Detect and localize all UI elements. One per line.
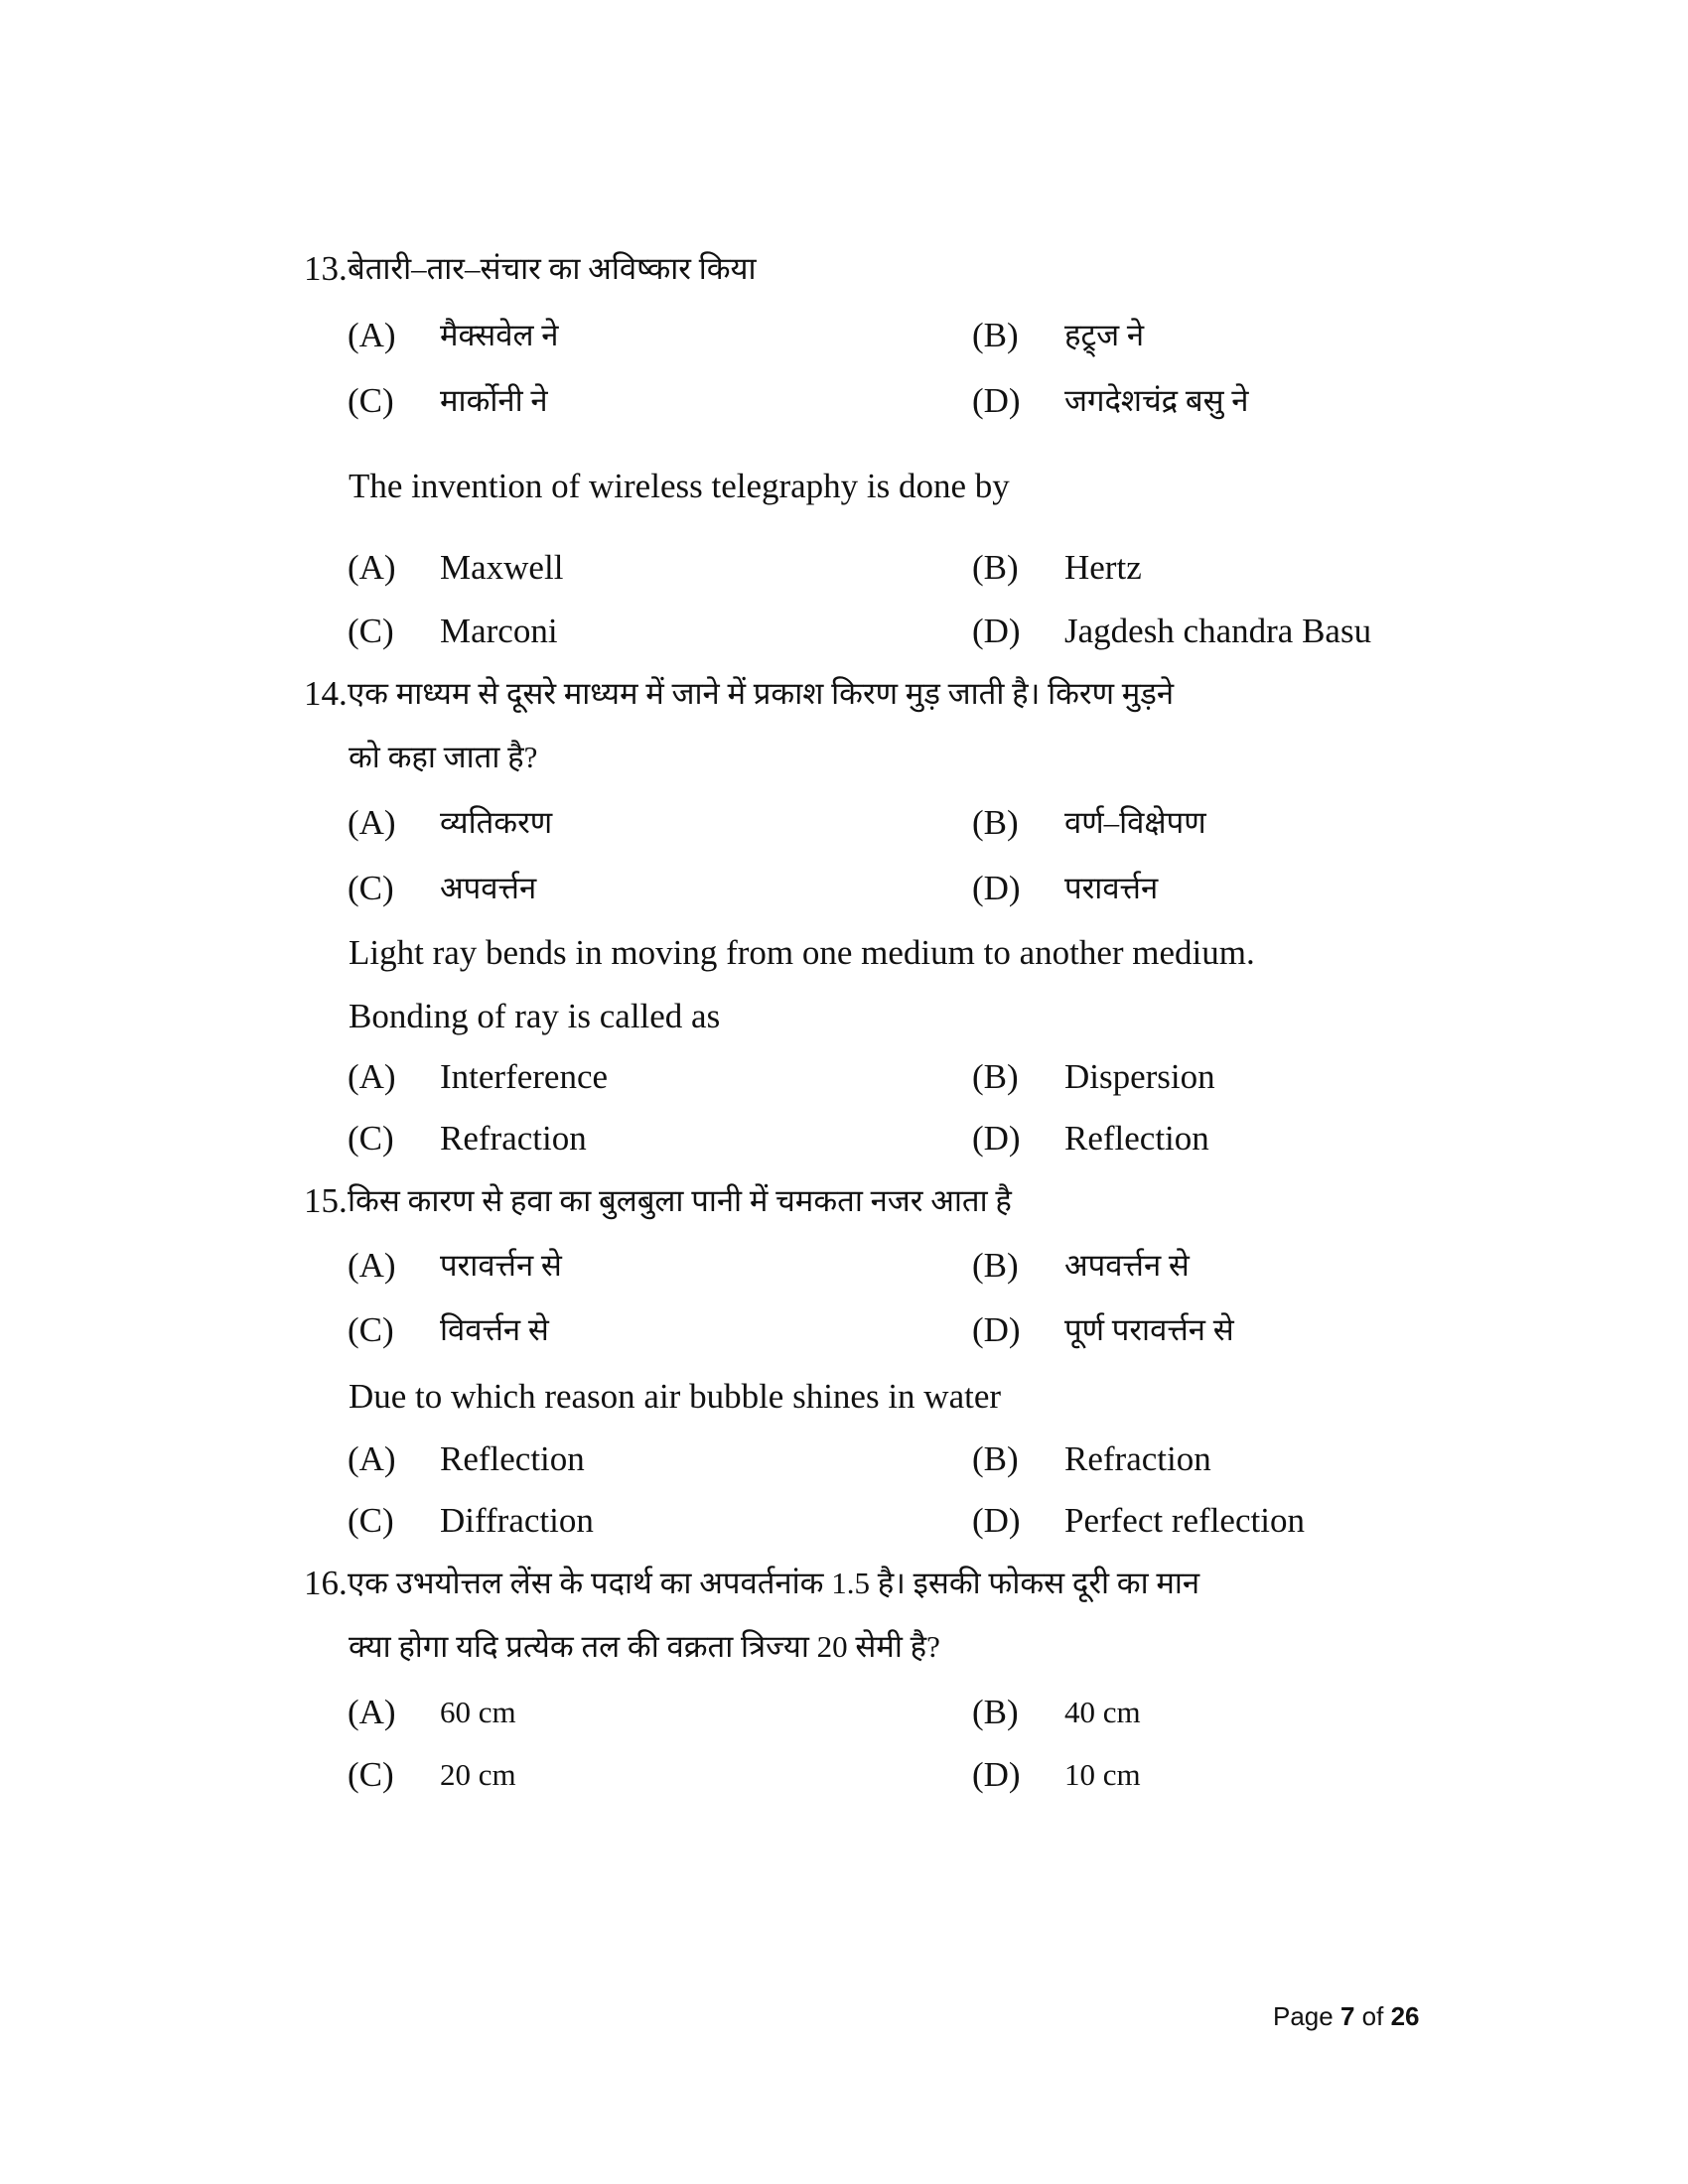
option-text-hindi: 10 cm (1064, 1757, 1141, 1792)
option-text-hindi: विवर्त्तन से (440, 1312, 549, 1347)
question-text-hindi: को कहा जाता है? (349, 740, 538, 774)
option-label: (D) (972, 869, 1021, 907)
question-text-hindi: क्या होगा यदि प्रत्येक तल की वक्रता त्रिज्या 20 सेमी है? (349, 1629, 940, 1664)
option-text-hindi: मार्कोनी ने (440, 383, 548, 418)
option-label: (D) (972, 381, 1021, 420)
option-text-hindi: 60 cm (440, 1695, 516, 1729)
option-text-english: Diffraction (440, 1501, 594, 1540)
option-text-hindi: हट्र्ज ने (1064, 318, 1145, 352)
page-footer (1273, 2001, 1420, 2032)
option-label: (A) (348, 1057, 396, 1096)
option-label: (B) (972, 803, 1019, 842)
option-text-english: Reflection (440, 1439, 585, 1478)
option-label: (A) (348, 1693, 396, 1731)
option-label: (C) (348, 1501, 394, 1540)
question-text-english: Due to which reason air bubble shines in water (349, 1377, 1002, 1416)
question-number: 15. (304, 1181, 348, 1220)
option-text-english: Reflection (1064, 1119, 1209, 1158)
option-label: (D) (972, 612, 1021, 650)
option-text-english: Marconi (440, 612, 558, 650)
option-label: (D) (972, 1755, 1021, 1794)
option-label: (B) (972, 1693, 1019, 1731)
option-text-hindi: जगदेशचंद्र बसु ने (1064, 383, 1249, 418)
option-text-hindi: पूर्ण परावर्त्तन से (1064, 1312, 1234, 1347)
question-text-hindi: किस कारण से हवा का बुलबुला पानी में चमकता नजर आता है (348, 1183, 1012, 1218)
option-label: (B) (972, 1057, 1019, 1096)
option-label: (B) (972, 1246, 1019, 1285)
option-text-hindi: अपवर्त्तन (440, 871, 537, 905)
question-text-hindi: एक माध्यम से दूसरे माध्यम में जाने में प्रकाश किरण मुड़ जाती है। किरण मुड़ने (348, 676, 1175, 711)
question-text-english: Light ray bends in moving from one medium to another medium. (349, 933, 1255, 972)
option-text-hindi: परावर्त्तन से (440, 1248, 562, 1283)
option-text-english: Hertz (1064, 548, 1142, 587)
option-text-english: Maxwell (440, 548, 564, 587)
option-label: (B) (972, 1439, 1019, 1478)
question-number: 13. (304, 249, 348, 288)
page-current: 7 (1339, 2001, 1355, 2031)
option-text-english: Interference (440, 1057, 609, 1096)
option-text-english: Perfect reflection (1064, 1501, 1305, 1540)
option-label: (D) (972, 1310, 1021, 1349)
option-text-hindi: मैक्सवेल ने (440, 318, 559, 352)
question-text-english: Bonding of ray is called as (349, 997, 721, 1035)
option-label: (B) (972, 316, 1019, 354)
question-number: 16. (304, 1564, 348, 1602)
option-label: (A) (348, 1439, 396, 1478)
option-label: (B) (972, 548, 1019, 587)
option-text-hindi: 40 cm (1064, 1695, 1141, 1729)
question-number: 14. (304, 674, 348, 713)
option-text-hindi: वर्ण–विक्षेपण (1064, 805, 1206, 840)
option-label: (C) (348, 612, 394, 650)
page-prefix: Page (1273, 2001, 1334, 2031)
option-text-hindi: परावर्त्तन (1064, 871, 1159, 905)
option-label: (C) (348, 381, 394, 420)
option-text-hindi: अपवर्त्तन से (1064, 1248, 1190, 1283)
option-label: (A) (348, 316, 396, 354)
page-of: of (1361, 2001, 1384, 2031)
option-label: (C) (348, 869, 394, 907)
option-text-english: Dispersion (1064, 1057, 1215, 1096)
option-text-english: Refraction (1064, 1439, 1211, 1478)
option-label: (A) (348, 803, 396, 842)
option-label: (C) (348, 1755, 394, 1794)
question-text-english: The invention of wireless telegraphy is done by (349, 467, 1010, 505)
page-total: 26 (1390, 2001, 1420, 2031)
option-text-hindi: व्यतिकरण (440, 805, 553, 840)
question-text-hindi: बेतारी–तार–संचार का अविष्कार किया (348, 251, 757, 286)
option-label: (D) (972, 1501, 1021, 1540)
option-text-english: Jagdesh chandra Basu (1064, 612, 1372, 650)
option-label: (A) (348, 548, 396, 587)
option-label: (C) (348, 1119, 394, 1158)
option-label: (C) (348, 1310, 394, 1349)
option-text-english: Refraction (440, 1119, 587, 1158)
option-text-hindi: 20 cm (440, 1757, 516, 1792)
question-text-hindi: एक उभयोत्तल लेंस के पदार्थ का अपवर्तनांक 1.5 है। इसकी फोकस दूरी का मान (348, 1566, 1200, 1600)
option-label: (A) (348, 1246, 396, 1285)
option-label: (D) (972, 1119, 1021, 1158)
